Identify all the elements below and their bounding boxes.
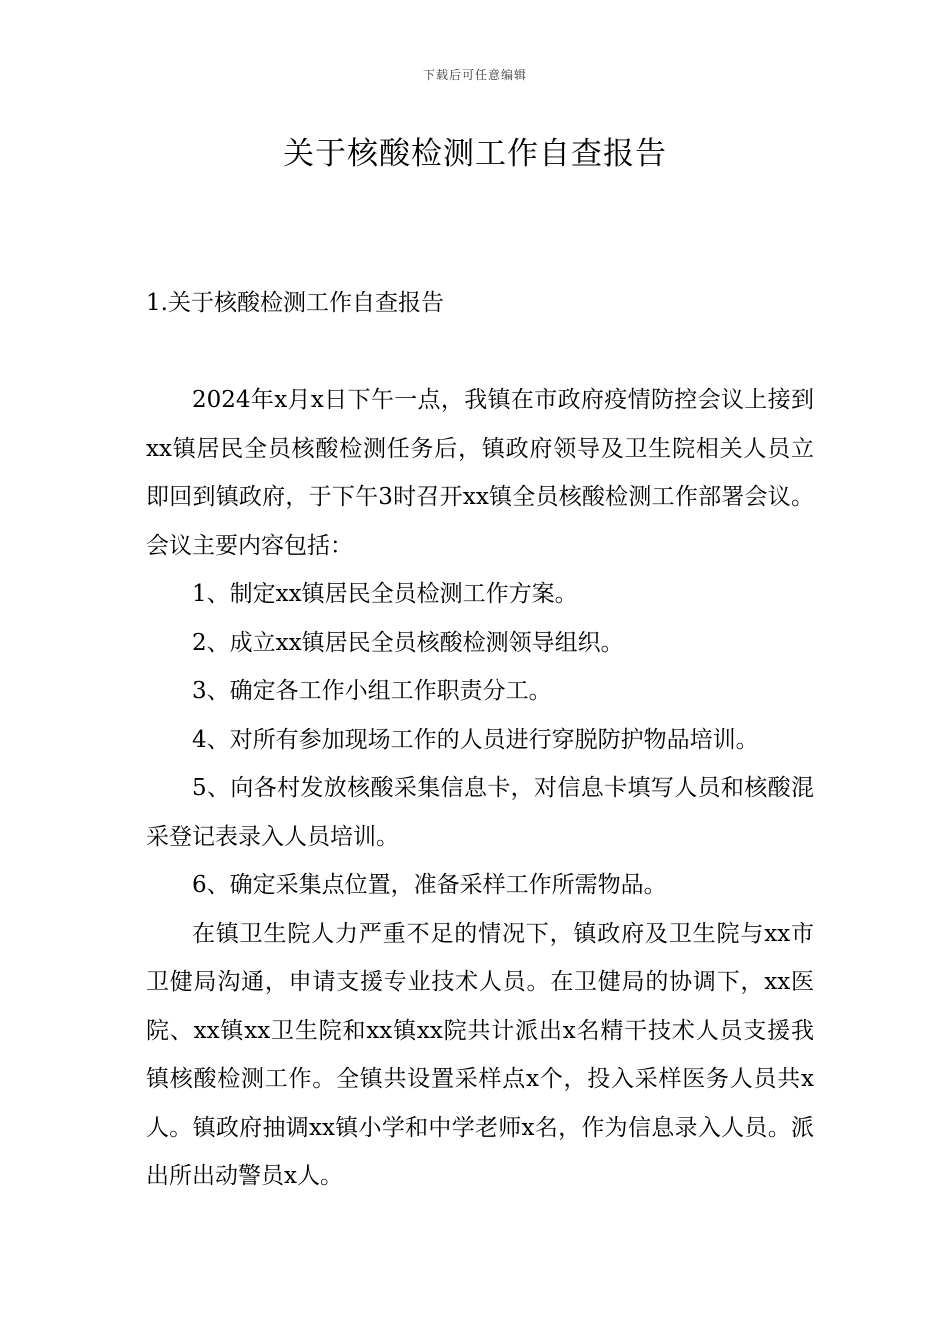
list-item-6: 6、确定采集点位置，准备采样工作所需物品。 [192,872,667,898]
list-item-2: 2、成立xx镇居民全员核酸检测领导组织。 [192,629,624,656]
header-note: 下载后可任意编辑 [422,68,527,82]
paragraph-support: 在镇卫生院人力严重不足的情况下，镇政府及卫生院与xx市卫健局沟通，申请支援专业技术人员。在卫健局的协调下，xx医院、xx镇xx卫生院和xx镇xx院共计派出x名精干技术人员支援我镇核酸检测工作。全镇共设置采样点x个，投入采样医务人员共x人。镇政府抽调xx镇小学和中学老师x名，作为信息录入人员。派出所出动警员x人。 [146,920,814,1189]
paragraph-intro: 2024年x月x日下午一点，我镇在市政府疫情防控会议上接到xx镇居民全员核酸检测任务后，镇政府领导及卫生院相关人员立即回到镇政府，于下午3时召开xx镇全员核酸检测工作部署会议。会议主要内容包括： [146,387,814,559]
document-title: 关于核酸检测工作自查报告 [283,136,667,172]
document-body [146,376,814,1201]
list-item-1: 1、制定xx镇居民全员检测工作方案。 [192,581,578,607]
list-item-5: 5、向各村发放核酸采集信息卡，对信息卡填写人员和核酸混采登记表录入人员培训。 [146,775,814,850]
list-item-4: 4、对所有参加现场工作的人员进行穿脱防护物品培训。 [192,726,759,753]
section-heading: 1.关于核酸检测工作自查报告 [146,290,444,316]
list-item-3: 3、确定各工作小组工作职责分工。 [192,678,552,704]
